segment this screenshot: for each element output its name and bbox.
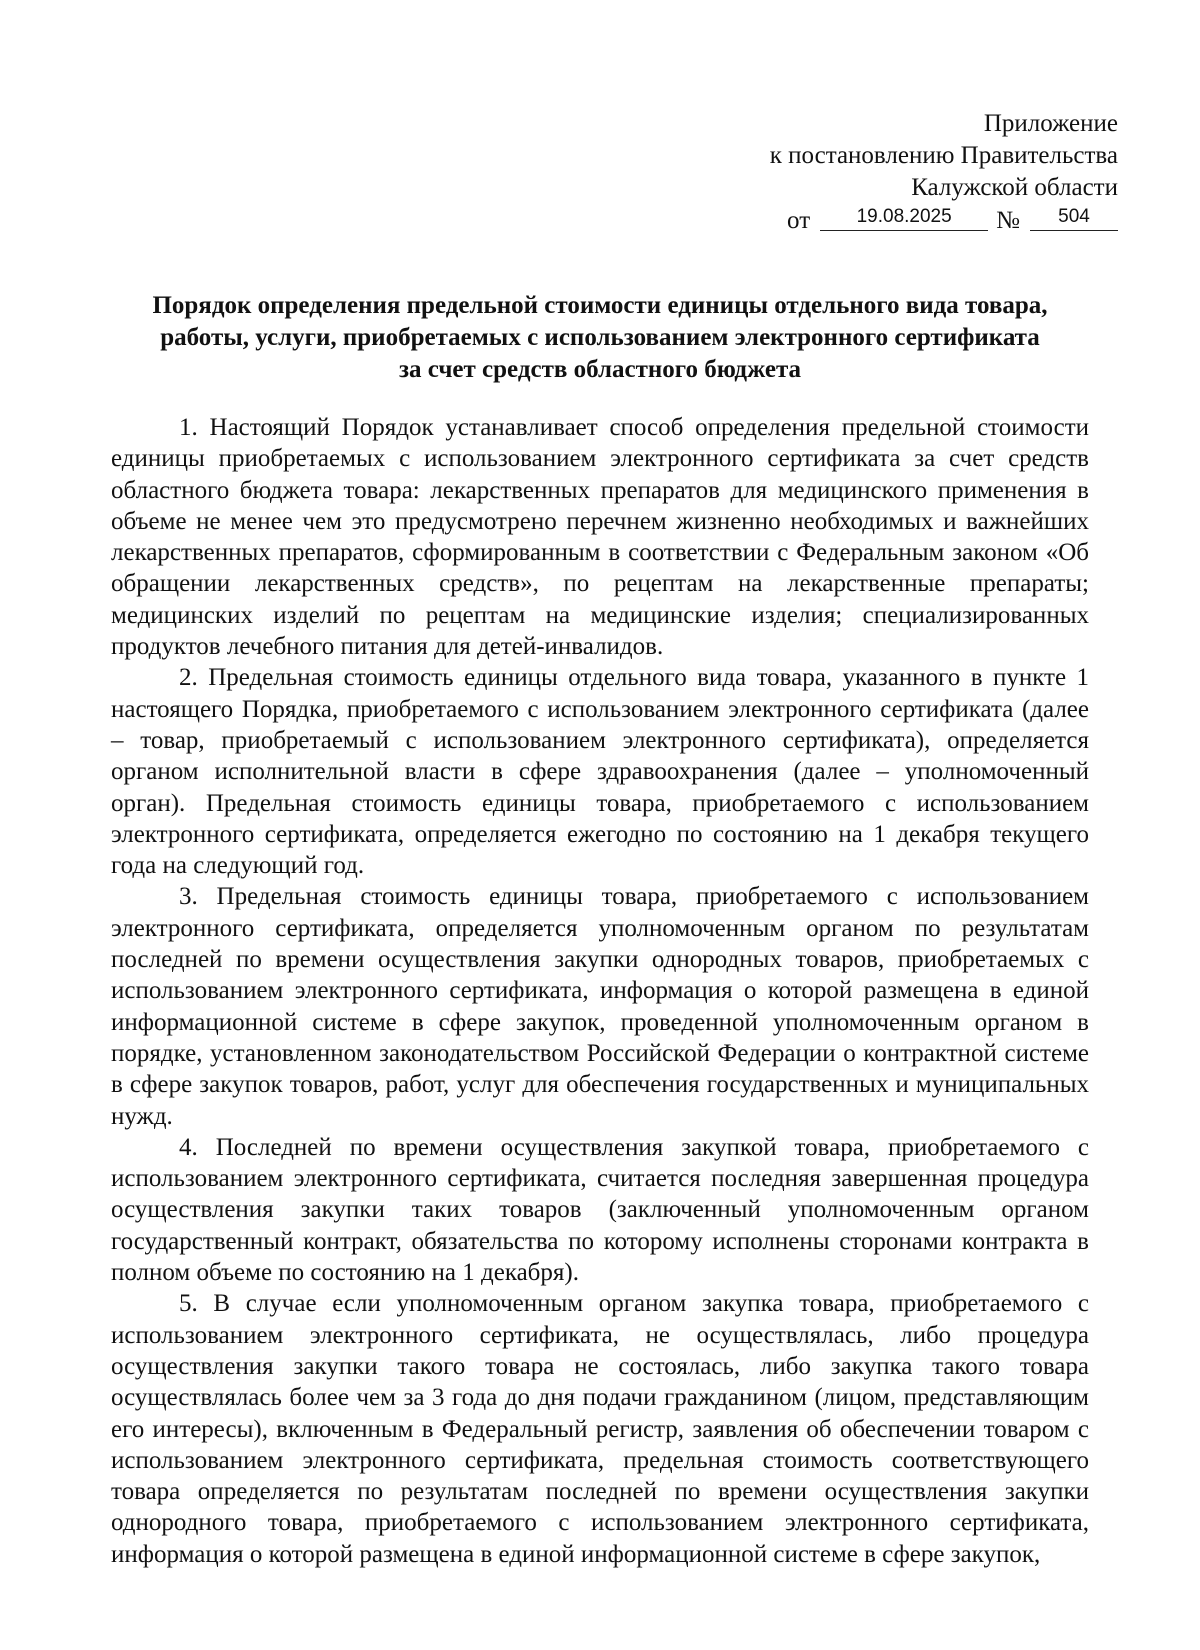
paragraph-3: 3. Предельная стоимость единицы товара, приобретаемого с использованием электронного сертификата, определяется уполномоченным органом по результатам последней по времени осуществления закупки однородных товаров, приобретаемых с использованием электронного сертификата, информация о которой размещена в единой информационной системе в сфере закупок, проведенной уполномоченным органом в порядке, установленном законодательством Российской Федерации о контрактной системе в сфере закупок товаров, работ, услуг для обеспечения государственных и муниципальных нужд. xyxy=(111,883,1089,1130)
appendix-region: Калужской области xyxy=(911,174,1118,201)
paragraph-1: 1. Настоящий Порядок устанавливает способ определения предельной стоимости единицы приобретаемых с использованием электронного сертификата за счет средств областного бюджета товара: лекарственных препаратов для медицинского применения в объеме не менее чем это предусмотрено перечнем жизненно необходимых и важнейших лекарственных препаратов, сформированным в соответствии с Федеральным законом «Об обращении лекарственных средств», по рецептам на лекарственные препараты; медицинских изделий по рецептам на медицинские изделия; специализированных продуктов лечебного питания для детей-инвалидов. xyxy=(111,414,1089,661)
appendix-reference: к постановлению Правительства xyxy=(769,142,1118,169)
paragraph-5: 5. В случае если уполномоченным органом закупка товара, приобретаемого с использованием электронного сертификата, не осуществлялась, либо процедура осуществления закупки такого товара не состоялась, либо закупка такого товара осуществлялась более чем за 3 года до дня подачи гражданином (лицом, представляющим его интересы), включенным в Федеральный регистр, заявления об обеспечении товаром с использованием электронного сертификата, предельная стоимость соответствующего товара определяется по результатам последней по времени осуществления закупки однородного товара, приобретаемого с использованием электронного сертификата, информация о которой размещена в единой информационной системе в сфере закупок, xyxy=(111,1290,1089,1568)
decree-date-line xyxy=(770,204,1118,237)
document-title xyxy=(110,290,1090,386)
title-line-3: за счет средств областного бюджета xyxy=(398,356,802,383)
document-body xyxy=(111,412,1089,1570)
appendix-title: Приложение xyxy=(983,110,1118,137)
appendix-header xyxy=(770,108,1118,237)
number-sign: № xyxy=(996,207,1020,234)
title-line-2: работы, услуги, приобретаемых с использованием электронного сертификата xyxy=(160,324,1040,351)
title-line-1: Порядок определения предельной стоимости единицы отдельного вида товара, xyxy=(152,292,1048,319)
date-prefix: от xyxy=(787,207,811,234)
paragraph-2: 2. Предельная стоимость единицы отдельного вида товара, указанного в пункте 1 настоящего Порядка, приобретаемого с использованием электронного сертификата (далее – товар, приобретаемый с использованием электронного сертификата), определяется органом исполнительной власти в сфере здравоохранения (далее – уполномоченный орган). Предельная стоимость единицы товара, приобретаемого с использованием электронного сертификата, определяется ежегодно по состоянию на 1 декабря текущего года на следующий год. xyxy=(111,664,1089,880)
decree-date: 19.08.2025 xyxy=(820,204,988,231)
paragraph-4: 4. Последней по времени осуществления закупкой товара, приобретаемого с использованием электронного сертификата, считается последняя завершенная процедура осуществления закупки таких товаров (заключенный уполномоченным органом государственный контракт, обязательства по которому исполнены сторонами контракта в полном объеме по состоянию на 1 декабря). xyxy=(111,1133,1089,1287)
decree-number: 504 xyxy=(1030,204,1118,231)
